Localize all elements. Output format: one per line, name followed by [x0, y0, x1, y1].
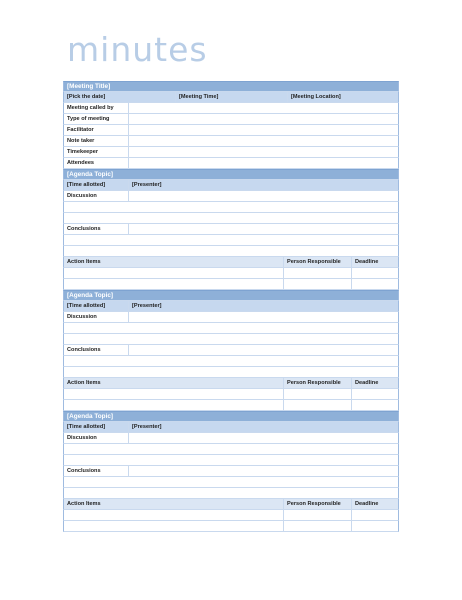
conclusions-field[interactable]	[129, 345, 132, 355]
minutes-table	[63, 81, 399, 532]
conclusions-field[interactable]	[129, 466, 132, 476]
deadline-cell[interactable]	[352, 521, 398, 531]
deadline-cell[interactable]	[352, 510, 398, 520]
agenda-time-row	[63, 422, 399, 433]
blank-line[interactable]	[63, 235, 399, 246]
action-item-cell[interactable]	[64, 521, 284, 531]
blank-line[interactable]	[63, 444, 399, 455]
blank-line[interactable]	[63, 455, 399, 466]
action-items-label: Action Items	[64, 378, 284, 388]
agenda-topic[interactable]: [Agenda Topic]	[67, 171, 114, 178]
agenda-topic-row	[63, 290, 399, 301]
conclusions-field[interactable]	[129, 224, 132, 234]
note-taker-label: Note taker	[64, 136, 129, 146]
deadline-label: Deadline	[355, 380, 379, 386]
action-item-row[interactable]	[63, 279, 399, 290]
conclusions-label: Conclusions	[64, 345, 129, 355]
agenda-topic[interactable]: [Agenda Topic]	[67, 413, 114, 420]
meeting-called-by-label: Meeting called by	[64, 103, 129, 113]
blank-line[interactable]	[63, 213, 399, 224]
conclusions-row	[63, 224, 399, 235]
action-item-cell[interactable]	[64, 279, 284, 289]
blank-line[interactable]	[63, 477, 399, 488]
action-item-row[interactable]	[63, 268, 399, 279]
discussion-label: Discussion	[64, 191, 129, 201]
discussion-label: Discussion	[64, 433, 129, 443]
discussion-field[interactable]	[129, 312, 132, 322]
time-allotted[interactable]: [Time allotted]	[64, 180, 129, 190]
timekeeper-label: Timekeeper	[64, 147, 129, 157]
meeting-title-row	[63, 81, 399, 92]
blank-line[interactable]	[63, 334, 399, 345]
person-responsible-cell[interactable]	[284, 268, 352, 278]
discussion-row	[63, 433, 399, 444]
action-items-label: Action Items	[64, 257, 284, 267]
type-of-meeting-label: Type of meeting	[64, 114, 129, 124]
attendees-row	[63, 158, 399, 169]
meeting-time[interactable]: [Meeting Time]	[176, 92, 288, 102]
facilitator-label: Facilitator	[64, 125, 129, 135]
action-items-label: Action Items	[64, 499, 284, 509]
agenda-topic-row	[63, 169, 399, 180]
conclusions-row	[63, 345, 399, 356]
blank-line[interactable]	[63, 356, 399, 367]
action-item-cell[interactable]	[64, 268, 284, 278]
type-of-meeting-row	[63, 114, 399, 125]
discussion-field[interactable]	[129, 433, 132, 443]
action-item-cell[interactable]	[64, 400, 284, 410]
time-allotted[interactable]: [Time allotted]	[64, 422, 129, 432]
action-item-row[interactable]	[63, 521, 399, 532]
timekeeper-row	[63, 147, 399, 158]
deadline-cell[interactable]	[352, 389, 398, 399]
facilitator-field[interactable]	[129, 125, 132, 135]
action-item-cell[interactable]	[64, 389, 284, 399]
agenda-time-row	[63, 180, 399, 191]
meeting-date[interactable]: [Pick the date]	[64, 92, 176, 102]
facilitator-row	[63, 125, 399, 136]
person-responsible-cell[interactable]	[284, 279, 352, 289]
person-responsible-cell[interactable]	[284, 521, 352, 531]
person-responsible-label: Person Responsible	[284, 499, 352, 509]
deadline-cell[interactable]	[352, 279, 398, 289]
note-taker-row	[63, 136, 399, 147]
discussion-row	[63, 312, 399, 323]
agenda-time-row	[63, 301, 399, 312]
meeting-info-row	[63, 92, 399, 103]
timekeeper-field[interactable]	[129, 147, 132, 157]
blank-line[interactable]	[63, 202, 399, 213]
presenter[interactable]: [Presenter]	[132, 424, 162, 430]
meeting-title[interactable]: [Meeting Title]	[67, 83, 111, 90]
deadline-label: Deadline	[355, 259, 379, 265]
meeting-called-by-row	[63, 103, 399, 114]
action-items-header	[63, 499, 399, 510]
meeting-called-by-field[interactable]	[129, 103, 132, 113]
action-item-row[interactable]	[63, 510, 399, 521]
attendees-field[interactable]	[129, 158, 132, 168]
action-item-row[interactable]	[63, 400, 399, 411]
action-item-row[interactable]	[63, 389, 399, 400]
blank-line[interactable]	[63, 323, 399, 334]
presenter[interactable]: [Presenter]	[132, 303, 162, 309]
agenda-topic[interactable]: [Agenda Topic]	[67, 292, 114, 299]
note-taker-field[interactable]	[129, 136, 132, 146]
person-responsible-label: Person Responsible	[284, 257, 352, 267]
blank-line[interactable]	[63, 367, 399, 378]
document-title: minutes	[67, 30, 208, 69]
deadline-cell[interactable]	[352, 400, 398, 410]
conclusions-label: Conclusions	[64, 224, 129, 234]
conclusions-row	[63, 466, 399, 477]
person-responsible-label: Person Responsible	[284, 378, 352, 388]
discussion-row	[63, 191, 399, 202]
attendees-label: Attendees	[64, 158, 129, 168]
deadline-label: Deadline	[355, 501, 379, 507]
action-items-header	[63, 257, 399, 268]
person-responsible-cell[interactable]	[284, 400, 352, 410]
agenda-topic-row	[63, 411, 399, 422]
action-item-cell[interactable]	[64, 510, 284, 520]
presenter[interactable]: [Presenter]	[132, 182, 162, 188]
type-of-meeting-field[interactable]	[129, 114, 132, 124]
action-items-header	[63, 378, 399, 389]
conclusions-label: Conclusions	[64, 466, 129, 476]
meeting-location[interactable]: [Meeting Location]	[291, 94, 341, 100]
discussion-label: Discussion	[64, 312, 129, 322]
person-responsible-cell[interactable]	[284, 510, 352, 520]
blank-line[interactable]	[63, 488, 399, 499]
time-allotted[interactable]: [Time allotted]	[64, 301, 129, 311]
person-responsible-cell[interactable]	[284, 389, 352, 399]
discussion-field[interactable]	[129, 191, 132, 201]
blank-line[interactable]	[63, 246, 399, 257]
deadline-cell[interactable]	[352, 268, 398, 278]
